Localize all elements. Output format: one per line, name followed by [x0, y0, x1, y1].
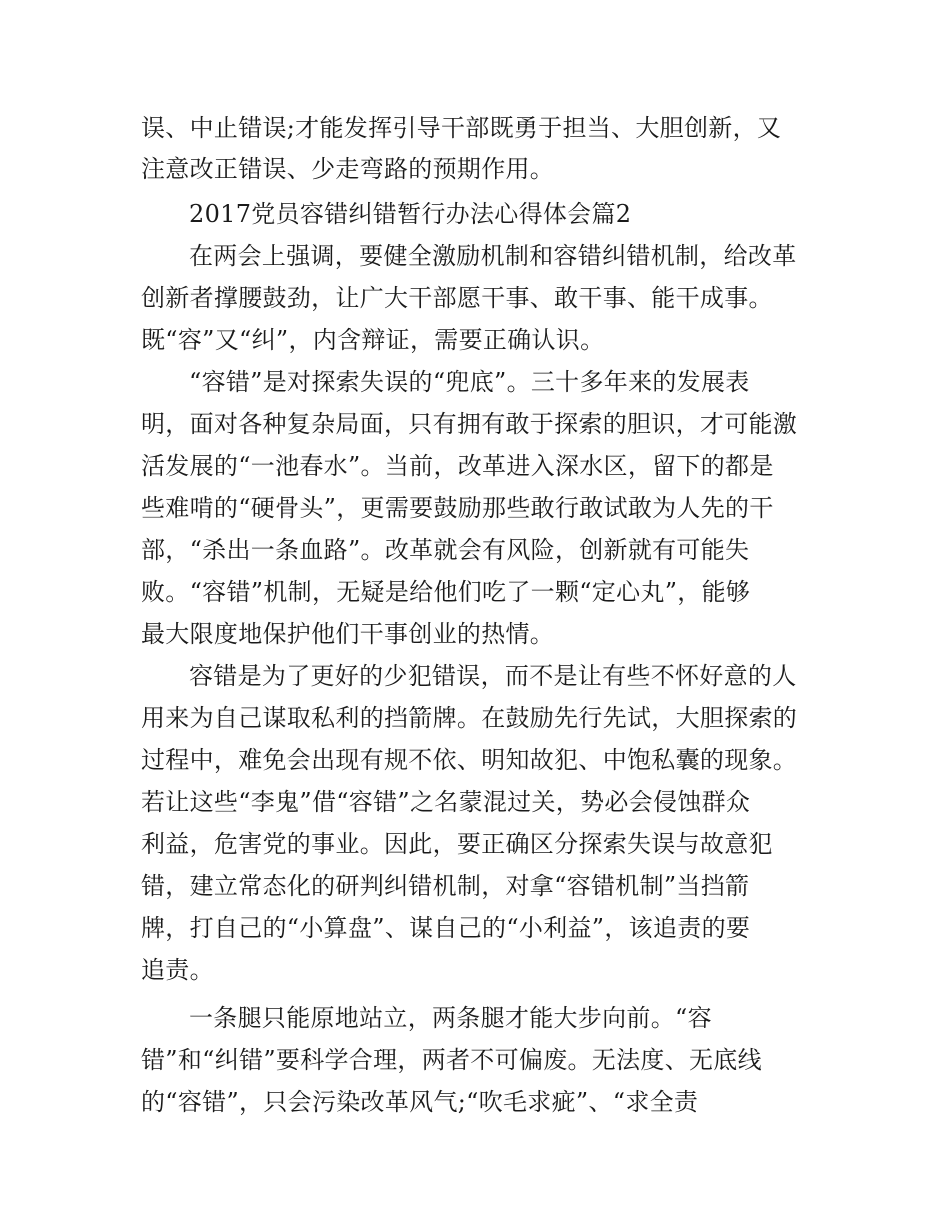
paragraph-line: 用来为自己谋取私利的挡箭牌。在鼓励先行先试，大胆探索的	[141, 704, 798, 732]
paragraph-line: 既“容”又“纠”，内含辩证，需要正确认识。	[141, 326, 605, 354]
paragraph-line: 牌，打自己的“小算盘”、谋自己的“小利益”，该追责的要	[141, 914, 751, 942]
paragraph-line: 在两会上强调，要健全激励机制和容错纠错机制，给改革	[189, 242, 797, 270]
paragraph-line: 追责。	[141, 956, 214, 984]
paragraph-line: 一条腿只能原地站立，两条腿才能大步向前。“容	[189, 1004, 712, 1032]
section-heading: 2017党员容错纠错暂行办法心得体会篇2	[189, 200, 632, 228]
paragraph-line: 创新者撑腰鼓劲，让广大干部愿干事、敢干事、能干成事。	[141, 284, 773, 312]
paragraph-line: 明，面对各种复杂局面，只有拥有敢于探索的胆识，才可能激	[141, 410, 798, 438]
paragraph-line: 若让这些“李鬼”借“容错”之名蒙混过关，势必会侵蚀群众	[141, 788, 751, 816]
paragraph-line: 些难啃的“硬骨头”，更需要鼓励那些敢行敢试敢为人先的干	[141, 494, 774, 522]
paragraph-line: 活发展的“一池春水”。当前，改革进入深水区，留下的都是	[141, 452, 774, 480]
paragraph-line: 最大限度地保护他们干事创业的热情。	[141, 620, 555, 648]
paragraph-line: 部，“杀出一条血路”。改革就会有风险，创新就有可能失	[141, 536, 750, 564]
paragraph-line: 的“容错”，只会污染改革风气;“吹毛求疵”、“求全责	[141, 1088, 699, 1116]
paragraph-line: 败。“容错”机制，无疑是给他们吃了一颗“定心丸”，能够	[141, 578, 751, 606]
paragraph-line: 误、中止错误;才能发挥引导干部既勇于担当、大胆创新，又	[141, 114, 782, 142]
paragraph-line: 容错是为了更好的少犯错误，而不是让有些不怀好意的人	[189, 662, 797, 690]
paragraph-line: “容错”是对探索失误的“兜底”。三十多年来的发展表	[189, 368, 750, 396]
paragraph-line: 利益，危害党的事业。因此，要正确区分探索失误与故意犯	[141, 830, 773, 858]
paragraph-line: 过程中，难免会出现有规不依、明知故犯、中饱私囊的现象。	[141, 746, 798, 774]
paragraph-line: 注意改正错误、少走弯路的预期作用。	[141, 155, 555, 183]
paragraph-line: 错，建立常态化的研判纠错机制，对拿“容错机制”当挡箭	[141, 872, 750, 900]
paragraph-line: 错”和“纠错”要科学合理，两者不可偏废。无法度、无底线	[141, 1046, 762, 1074]
